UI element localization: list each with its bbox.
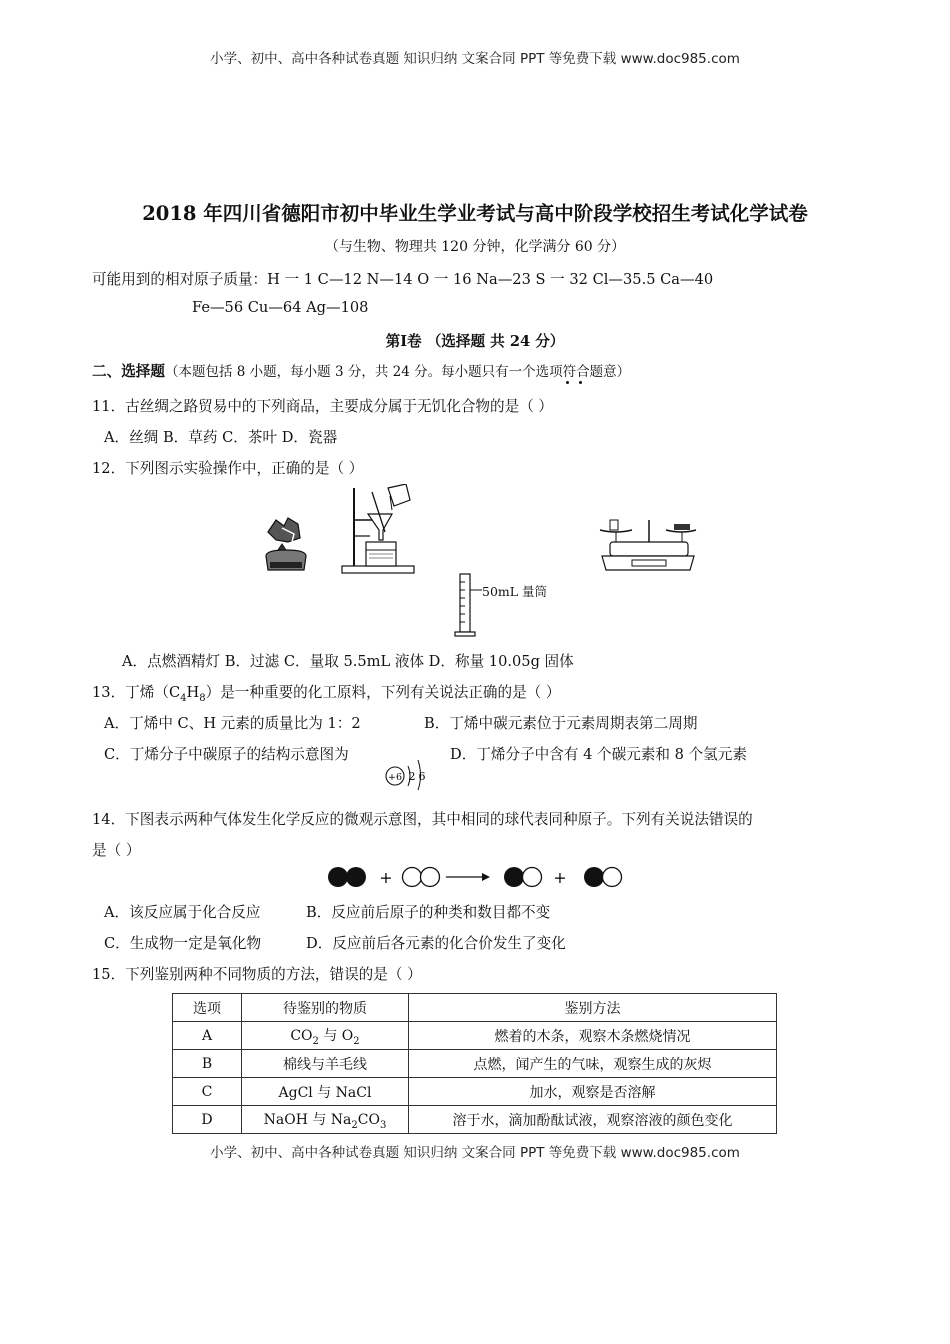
q14-option-a: A．该反应属于化合反应 — [104, 904, 261, 921]
cylinder-label: 50mL 量筒 — [482, 584, 548, 599]
emphasis-dot — [566, 381, 569, 384]
q13-option-c: C．丁烯分子中碳原子的结构示意图为 — [104, 746, 349, 763]
table-cell-option: A — [173, 1022, 242, 1050]
table-row — [173, 1022, 777, 1050]
cell-text: 与 O — [318, 1027, 354, 1044]
white-atom — [603, 868, 622, 887]
reaction-plus: + — [553, 868, 567, 887]
cell-subscript: 2 — [312, 1035, 319, 1047]
q13-option-b: B．丁烯中碳元素位于元素周期表第二周期 — [424, 715, 698, 732]
q11-stem: 11．古丝绸之路贸易中的下列商品，主要成分属于无饥化合物的是（ ） — [92, 398, 554, 415]
white-atom — [403, 868, 422, 887]
table-cell-method: 加水，观察是否溶解 — [409, 1078, 777, 1106]
table-header-row — [173, 994, 777, 1022]
exam-subtitle: （与生物、物理共 120 分钟，化学满分 60 分） — [324, 239, 626, 255]
black-atom — [584, 867, 604, 887]
graduated-cylinder-illustration — [452, 572, 482, 638]
white-atom — [421, 868, 440, 887]
atom-nucleus-label: +6 — [387, 772, 403, 783]
q14-option-c: C．生成物一定是氧化物 — [104, 935, 262, 952]
q11-options: A．丝绸 B．草药 C．茶叶 D．瓷器 — [104, 429, 338, 446]
q13-subscript: 4 — [180, 692, 187, 704]
q15-table — [172, 993, 777, 1134]
atomic-masses-line2: Fe—56 Cu—64 Ag—108 — [192, 299, 369, 316]
white-atom — [523, 868, 542, 887]
q13-stem-text: H — [186, 684, 200, 701]
table-header-cell: 待鉴别的物质 — [242, 994, 409, 1022]
filtration-illustration — [340, 484, 432, 576]
q13-option-a: A．丁烯中 C、H 元素的质量比为 1：2 — [104, 715, 361, 732]
q13-stem-text: ）是一种重要的化工原料，下列有关说法正确的是（ ） — [205, 684, 561, 701]
table-cell-substances: 棉线与羊毛线 — [242, 1050, 409, 1078]
cell-subscript: 2 — [353, 1035, 360, 1047]
page-footer: 小学、初中、高中各种试卷真题 知识归纳 文案合同 PPT 等免费下载 www.doc985.com — [210, 1145, 740, 1161]
black-atom — [504, 867, 524, 887]
table-header-cell: 选项 — [173, 994, 242, 1022]
q15-stem: 15．下列鉴别两种不同物质的方法，错误的是（ ） — [92, 966, 422, 983]
section-note: （本题包括 8 小题，每小题 3 分，共 24 分。每小题只有一个选项符合题意） — [164, 364, 631, 380]
q14-stem-line2: 是（ ） — [92, 842, 141, 859]
table-cell-substances: AgCl 与 NaCl — [242, 1078, 409, 1106]
cell-text: CO — [290, 1027, 313, 1044]
emphasis-dot — [579, 381, 582, 384]
q14-stem-line1: 14．下图表示两种气体发生化学反应的微观示意图，其中相同的球代表同种原子。下列有关说法错误的 — [92, 811, 753, 828]
table-cell-option: B — [173, 1050, 242, 1078]
section-heading — [92, 360, 630, 381]
q12-stem: 12．下列图示实验操作中，正确的是（ ） — [92, 460, 364, 477]
alcohol-lamps-illustration — [258, 512, 314, 574]
table-cell-method: 溶于水，滴加酚酞试液，观察溶液的颜色变化 — [409, 1106, 777, 1134]
table-cell-option: C — [173, 1078, 242, 1106]
black-atom — [328, 867, 348, 887]
cell-subscript: 3 — [379, 1119, 387, 1131]
reaction-diagram — [324, 862, 630, 892]
q12-options: A．点燃酒精灯 B．过滤 C．量取 5.5mL 液体 D．称量 10.05g 固体 — [122, 653, 574, 670]
atomic-masses-line1: 可能用到的相对原子质量：H 一 1 C—12 N—14 O 一 16 Na—23 S 一 32 Cl—35.5 Ca—40 — [92, 271, 714, 288]
q13-stem — [92, 681, 561, 704]
q13-option-d: D．丁烯分子中含有 4 个碳元素和 8 个氢元素 — [450, 746, 747, 763]
cell-subscript: 2 — [351, 1119, 358, 1131]
exam-title: 2018 年四川省德阳市初中毕业生学业考试与高中阶段学校招生考试化学试卷 — [142, 202, 808, 225]
table-cell-method: 燃着的木条，观察木条燃烧情况 — [409, 1022, 777, 1050]
q13-subscript: 8 — [199, 692, 206, 704]
volume-heading: 第Ⅰ卷 （选择题 共 24 分） — [385, 333, 565, 350]
table-cell-substances — [242, 1106, 409, 1134]
reaction-plus: + — [379, 868, 393, 887]
atom-shell-1-count: 2 — [408, 770, 416, 783]
black-atom — [346, 867, 366, 887]
table-header-cell: 鉴别方法 — [409, 994, 777, 1022]
q14-option-d: D．反应前后各元素的化合价发生了变化 — [306, 935, 566, 952]
q14-option-b: B．反应前后原子的种类和数目都不变 — [306, 904, 551, 921]
section-label: 二、选择题 — [92, 363, 165, 380]
balance-illustration — [596, 516, 700, 574]
table-row — [173, 1078, 777, 1106]
table-row — [173, 1106, 777, 1134]
carbon-atom-diagram — [382, 756, 432, 792]
atom-shell-2-count: 6 — [418, 770, 426, 783]
table-row — [173, 1050, 777, 1078]
table-cell-substances — [242, 1022, 409, 1050]
table-cell-method: 点燃，闻产生的气味，观察生成的灰烬 — [409, 1050, 777, 1078]
cell-text: NaOH 与 Na — [263, 1111, 352, 1128]
reaction-arrow-head — [482, 873, 490, 881]
cell-text: CO — [357, 1111, 380, 1128]
table-cell-option: D — [173, 1106, 242, 1134]
page-header: 小学、初中、高中各种试卷真题 知识归纳 文案合同 PPT 等免费下载 www.doc985.com — [210, 51, 740, 67]
q13-stem-text: 13．丁烯（C — [92, 684, 181, 701]
